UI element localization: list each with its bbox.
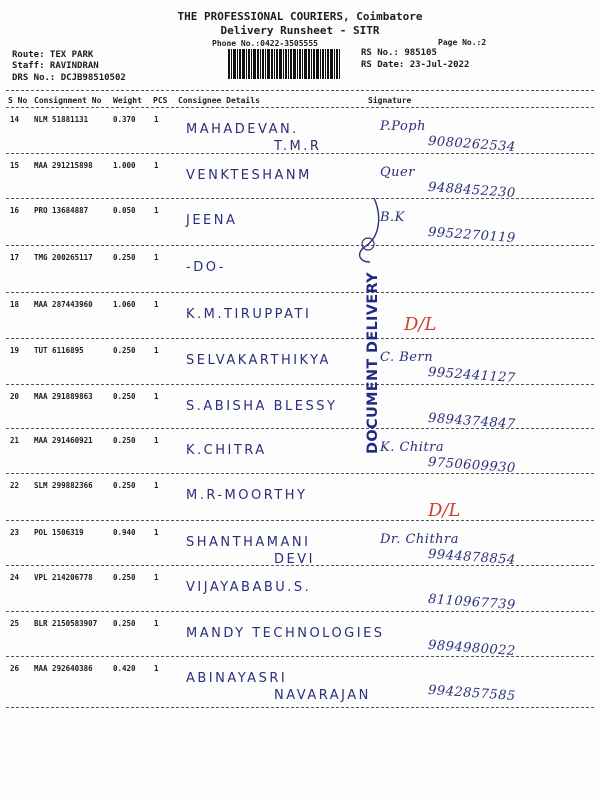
row-phone: 9944878854 (427, 546, 517, 569)
row-signature: P.Poph (380, 119, 426, 134)
col-consignee: Consignee Details (178, 96, 260, 105)
dl-mark-18: D/L (404, 314, 437, 335)
row-weight: 1.000 (113, 161, 136, 170)
document-delivery-stamp: DOCUMENT DELIVERY (365, 272, 381, 454)
row-phone: 9942857585 (427, 682, 517, 705)
row-divider (6, 198, 594, 199)
row-pcs: 1 (154, 300, 159, 309)
scribble-mark (352, 196, 386, 266)
row-consignment: BLR 2150583907 (34, 619, 98, 628)
row-pcs: 1 (154, 619, 159, 628)
row-signature: B.K (380, 210, 405, 225)
row-phone: 8110967739 (427, 591, 517, 614)
row-consignee: VENKTESHANM (186, 168, 312, 183)
row-consignee: MANDY TECHNOLOGIES (186, 626, 385, 641)
row-consignment: PRO 13684887 (34, 206, 89, 215)
row-consignee-line2: T.M.R (274, 139, 322, 154)
row-consignment: NLM 51881131 (34, 115, 89, 124)
row-divider (6, 245, 594, 246)
phone-number: Phone No.:0422-3505555 (212, 39, 318, 48)
row-pcs: 1 (154, 346, 159, 355)
row-sno: 18 (10, 300, 20, 309)
row-phone: 9952441127 (427, 364, 517, 387)
row-weight: 0.370 (113, 115, 136, 124)
row-weight: 0.420 (113, 664, 136, 673)
col-signature: Signature (368, 96, 412, 105)
row-weight: 1.060 (113, 300, 136, 309)
row-consignee-line2: NAVARAJAN (274, 688, 371, 703)
row-weight: 0.250 (113, 573, 136, 582)
row-pcs: 1 (154, 528, 159, 537)
row-divider (6, 384, 594, 385)
row-pcs: 1 (154, 573, 159, 582)
row-consignment: TMG 200265117 (34, 253, 93, 262)
row-consignment: TUT 6116895 (34, 346, 84, 355)
drs-number: DRS No.: DCJB98510502 (12, 73, 126, 83)
row-consignee: K.CHITRA (186, 443, 267, 458)
row-signature: K. Chitra (380, 440, 445, 455)
row-divider (6, 153, 594, 154)
row-divider (6, 428, 594, 429)
row-phone: 9488452230 (427, 179, 517, 202)
row-divider (6, 565, 594, 566)
row-divider (6, 473, 594, 474)
runsheet-title: Delivery Runsheet - SITR (220, 24, 380, 37)
row-pcs: 1 (154, 664, 159, 673)
row-sno: 23 (10, 528, 20, 537)
row-consignment: MAA 291889863 (34, 392, 93, 401)
row-consignment: MAA 292640386 (34, 664, 93, 673)
row-consignee: ABINAYASRI (186, 671, 288, 686)
route: Route: TEX PARK (12, 50, 94, 60)
row-sno: 19 (10, 346, 20, 355)
row-sno: 25 (10, 619, 20, 628)
col-weight: Weight (113, 96, 142, 105)
row-pcs: 1 (154, 161, 159, 170)
row-divider (6, 707, 594, 708)
row-consignee: K.M.TIRUPPATI (186, 307, 312, 322)
row-sno: 17 (10, 253, 20, 262)
row-divider (6, 292, 594, 293)
row-pcs: 1 (154, 206, 159, 215)
row-pcs: 1 (154, 392, 159, 401)
row-consignee-line2: DEVI (274, 552, 315, 567)
row-divider (6, 338, 594, 339)
row-weight: 0.250 (113, 253, 136, 262)
row-sno: 15 (10, 161, 20, 170)
staff: Staff: RAVINDRAN (12, 61, 99, 71)
row-pcs: 1 (154, 436, 159, 445)
row-sno: 22 (10, 481, 20, 490)
row-weight: 0.940 (113, 528, 136, 537)
row-consignee: -DO- (186, 260, 226, 275)
page-number: Page No.:2 (438, 38, 487, 47)
row-pcs: 1 (154, 253, 159, 262)
row-sno: 21 (10, 436, 20, 445)
row-consignment: MAA 291215898 (34, 161, 93, 170)
row-signature: C. Bern (380, 350, 434, 365)
col-sno: S No (8, 96, 28, 105)
row-phone: 9952270119 (427, 224, 517, 247)
row-consignment: MAA 287443960 (34, 300, 93, 309)
row-consignment: VPL 214206778 (34, 573, 93, 582)
row-weight: 0.050 (113, 206, 136, 215)
row-signature: Dr. Chithra (380, 532, 460, 547)
row-sno: 20 (10, 392, 20, 401)
rs-date: RS Date: 23-Jul-2022 (361, 60, 470, 70)
row-weight: 0.250 (113, 436, 136, 445)
row-divider (6, 520, 594, 521)
row-consignment: MAA 291460921 (34, 436, 93, 445)
row-sno: 14 (10, 115, 20, 124)
row-weight: 0.250 (113, 619, 136, 628)
rs-number: RS No.: 985105 (361, 48, 437, 58)
row-phone: 9894374847 (427, 410, 517, 433)
row-sno: 16 (10, 206, 20, 215)
row-consignee: MAHADEVAN. (186, 122, 299, 137)
row-pcs: 1 (154, 481, 159, 490)
col-consignment: Consignment No (34, 96, 102, 105)
row-phone: 9080262534 (427, 133, 517, 156)
row-divider (6, 611, 594, 612)
row-consignee: SHANTHAMANI (186, 535, 311, 550)
dl-mark-22: D/L (428, 500, 461, 521)
row-sno: 26 (10, 664, 20, 673)
row-consignee: M.R-MOORTHY (186, 488, 308, 503)
row-phone: 9750609930 (427, 454, 517, 477)
row-consignee: S.ABISHA BLESSY (186, 399, 338, 414)
row-weight: 0.250 (113, 481, 136, 490)
row-signature: Quer (380, 165, 415, 180)
row-phone: 9894980022 (427, 637, 517, 660)
row-consignment: SLM 299882366 (34, 481, 93, 490)
row-sno: 24 (10, 573, 20, 582)
company-name: THE PROFESSIONAL COURIERS, Coimbatore (177, 10, 423, 23)
col-pcs: PCS (153, 96, 168, 105)
row-consignee: VIJAYABABU.S. (186, 580, 312, 595)
row-consignee: SELVAKARTHIKYA (186, 353, 331, 368)
row-weight: 0.250 (113, 392, 136, 401)
row-divider (6, 656, 594, 657)
row-consignee: JEENA (186, 213, 238, 228)
row-consignment: POL 1506319 (34, 528, 84, 537)
barcode (228, 49, 364, 79)
row-weight: 0.250 (113, 346, 136, 355)
row-pcs: 1 (154, 115, 159, 124)
